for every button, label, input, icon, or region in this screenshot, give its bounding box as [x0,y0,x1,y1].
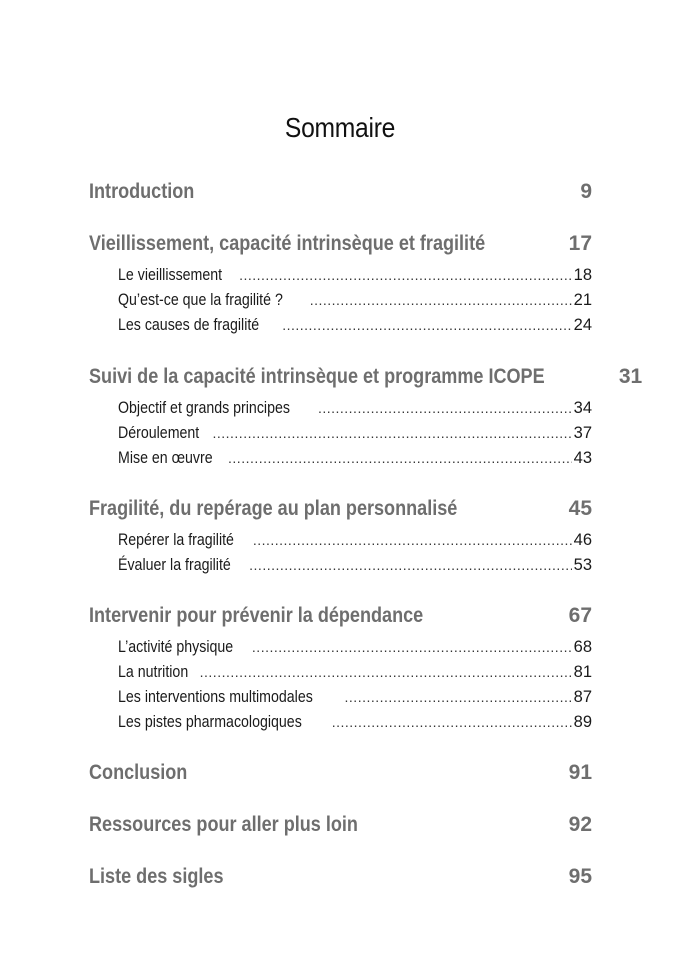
chapter-title: Fragilité, du repérage au plan personnalisé [89,497,458,520]
toc-chapter-conclusion[interactable] [89,761,592,785]
chapter-page-number: 92 [568,813,592,836]
entry-page-number: 87 [573,688,592,706]
dot-leader [249,557,571,573]
entry-title: Les pistes pharmacologiques [118,713,302,731]
toc-chapter-sigles[interactable] [89,865,592,889]
entry-page-number: 18 [573,266,592,284]
chapter-title: Introduction [89,180,195,203]
dot-leader [253,532,572,548]
chapter-title: Liste des sigles [89,865,224,888]
entry-title: L’activité physique [118,638,234,656]
toc-entry[interactable] [118,663,592,682]
toc-entry[interactable] [118,531,592,550]
entry-title: Qu’est-ce que la fragilité ? [118,291,283,309]
entry-title: Déroulement [118,424,200,442]
entry-page-number: 46 [573,531,592,549]
chapter-page-number: 9 [580,180,592,203]
entry-page-number: 21 [573,291,592,309]
entry-page-number: 24 [573,316,592,334]
dot-leader [228,450,572,466]
toc-entry[interactable] [118,266,592,285]
dot-leader [282,317,571,333]
dot-leader [252,639,572,655]
toc-entry[interactable] [118,399,592,418]
dot-leader [332,714,572,730]
chapter-page-number: 45 [568,497,592,520]
entry-page-number: 53 [573,556,592,574]
chapter-page-number: 31 [618,365,643,388]
dot-leader [318,400,572,416]
entry-title: Mise en œuvre [118,449,213,467]
dot-leader [200,664,572,680]
entry-title: Repérer la fragilité [118,531,234,549]
toc-chapter-ressources[interactable] [89,813,592,837]
toc-entry[interactable] [118,449,592,468]
entry-page-number: 68 [573,638,592,656]
dot-leader [239,267,572,283]
toc-entry[interactable] [118,556,592,575]
toc-chapter-vieillissement[interactable] [89,232,592,256]
entry-page-number: 37 [573,424,592,442]
toc-entry[interactable] [118,316,592,335]
chapter-page-number: 17 [568,232,592,255]
entry-title: Les interventions multimodales [118,688,313,706]
dot-leader [345,689,572,705]
chapter-page-number: 95 [568,865,592,888]
toc-chapter-fragilite[interactable] [89,497,592,521]
toc-chapter-suivi[interactable] [89,365,643,389]
entry-title: Évaluer la fragilité [118,556,231,574]
entry-title: Le vieillissement [118,266,223,284]
toc-chapter-introduction[interactable] [89,180,592,204]
entry-title: Les causes de fragilité [118,316,260,334]
toc-entry[interactable] [118,713,592,732]
entry-page-number: 34 [573,399,592,417]
chapter-title: Conclusion [89,761,188,784]
entry-page-number: 81 [573,663,592,681]
chapter-title: Vieillissement, capacité intrinsèque et fragilité [89,232,486,255]
dot-leader [310,292,572,308]
toc-chapter-intervenir[interactable] [89,604,592,628]
chapter-title: Ressources pour aller plus loin [89,813,358,836]
chapter-page-number: 67 [568,604,592,627]
chapter-page-number: 91 [568,761,592,784]
entry-page-number: 43 [573,449,592,467]
toc-entry[interactable] [118,424,592,443]
entry-page-number: 89 [573,713,592,731]
entry-title: La nutrition [118,663,189,681]
toc-entry[interactable] [118,638,592,657]
chapter-title: Suivi de la capacité intrinsèque et programme ICOPE [89,365,545,388]
entry-title: Objectif et grands principes [118,399,290,417]
toc-entry[interactable] [118,291,592,310]
chapter-title: Intervenir pour prévenir la dépendance [89,604,424,627]
dot-leader [212,425,571,441]
page-title: Sommaire [284,112,396,143]
toc-entry[interactable] [118,688,592,707]
